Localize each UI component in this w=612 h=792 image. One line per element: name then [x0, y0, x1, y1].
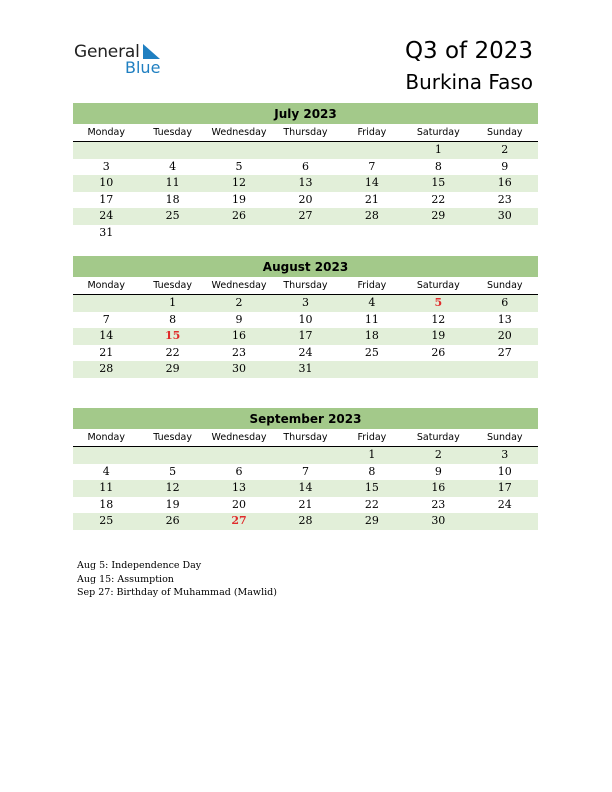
empty-day-cell	[272, 447, 338, 464]
day-cell: 7	[368, 159, 376, 173]
day-cell: 18	[99, 497, 114, 511]
weekday-label: Sunday	[486, 280, 523, 291]
day-cell: 15	[431, 176, 446, 189]
week-row	[73, 513, 538, 530]
week-row	[73, 480, 538, 497]
week-row	[73, 295, 538, 312]
empty-day-cell	[206, 447, 272, 464]
day-cell: 15	[364, 481, 379, 494]
week-row	[73, 497, 538, 514]
day-cell: 1	[434, 143, 442, 156]
day-cell: 28	[364, 209, 379, 222]
day-cell: 16	[497, 176, 512, 189]
day-cell: 12	[165, 481, 180, 494]
week-row	[73, 159, 538, 176]
day-cell: 26	[165, 514, 180, 527]
weekday-label: Saturday	[416, 127, 460, 138]
day-cell: 24	[99, 209, 114, 222]
day-cell: 27	[298, 209, 313, 222]
holiday-note: Aug 5: Independence Day	[77, 560, 202, 571]
day-cell: 1	[368, 448, 376, 461]
day-cell: 14	[364, 176, 379, 189]
day-cell: 8	[169, 312, 177, 326]
week-row	[73, 192, 538, 209]
weekday-label: Sunday	[486, 127, 523, 138]
day-cell: 3	[102, 159, 110, 173]
weekday-label: Saturday	[416, 432, 460, 443]
day-cell: 24	[497, 497, 512, 511]
day-cell: 12	[431, 312, 446, 326]
day-cell: 20	[298, 192, 313, 206]
empty-day-cell	[206, 142, 272, 159]
weekday-label: Monday	[87, 280, 125, 291]
day-cell: 22	[364, 497, 379, 511]
day-cell: 18	[165, 192, 180, 206]
day-cell: 22	[431, 192, 446, 206]
weekday-label: Tuesday	[153, 127, 192, 138]
day-cell: 2	[235, 296, 243, 309]
day-cell: 4	[368, 296, 376, 309]
day-cell: 4	[169, 159, 177, 173]
empty-day-cell	[272, 225, 338, 242]
empty-day-cell	[339, 361, 405, 378]
week-row	[73, 175, 538, 192]
month-calendar-july	[73, 103, 538, 241]
day-cell: 30	[497, 209, 512, 222]
month-calendar-august	[73, 256, 538, 378]
empty-day-cell	[472, 513, 538, 530]
day-cell: 22	[165, 345, 180, 359]
day-cell: 8	[434, 159, 442, 173]
day-cell: 7	[301, 464, 309, 478]
weekday-label: Monday	[87, 127, 125, 138]
day-cell: 6	[301, 159, 309, 173]
week-row	[73, 345, 538, 362]
holiday-day-cell: 27	[231, 514, 247, 527]
day-cell: 29	[165, 362, 180, 375]
day-cell: 25	[364, 345, 379, 359]
day-cell: 10	[99, 176, 114, 189]
weekday-label: Wednesday	[211, 127, 267, 138]
empty-day-cell	[339, 142, 405, 159]
day-cell: 23	[232, 345, 247, 359]
empty-day-cell	[405, 361, 471, 378]
day-cell: 21	[99, 345, 114, 359]
month-title: July 2023	[73, 103, 538, 124]
week-row	[73, 208, 538, 225]
week-row	[73, 464, 538, 481]
day-cell: 23	[497, 192, 512, 206]
weekday-label: Thursday	[283, 432, 328, 443]
day-cell: 17	[99, 192, 114, 206]
day-cell: 31	[99, 225, 114, 239]
day-cell: 29	[364, 514, 379, 527]
week-row	[73, 328, 538, 345]
empty-day-cell	[272, 142, 338, 159]
day-cell: 30	[232, 362, 247, 375]
day-cell: 6	[501, 296, 509, 309]
day-cell: 13	[298, 176, 313, 189]
day-cell: 5	[235, 159, 243, 173]
holiday-note: Sep 27: Birthday of Muhammad (Mawlid)	[77, 587, 277, 598]
day-cell: 20	[497, 329, 512, 342]
week-row	[73, 225, 538, 242]
day-cell: 31	[298, 362, 313, 375]
week-row	[73, 447, 538, 464]
country-name: Burkina Faso	[405, 70, 533, 94]
weekday-label: Tuesday	[153, 280, 192, 291]
holiday-day-cell: 15	[164, 329, 181, 342]
day-cell: 11	[99, 481, 114, 494]
day-cell: 9	[235, 312, 243, 326]
day-cell: 2	[501, 143, 509, 156]
day-cell: 16	[431, 481, 446, 494]
empty-day-cell	[472, 225, 538, 242]
day-cell: 10	[497, 464, 512, 478]
day-cell: 14	[298, 481, 313, 494]
weekday-label: Wednesday	[211, 280, 267, 291]
day-cell: 21	[364, 192, 379, 206]
weekday-header-row	[73, 279, 538, 295]
day-cell: 11	[165, 176, 180, 189]
day-cell: 16	[232, 329, 247, 342]
weekday-header-row	[73, 126, 538, 142]
day-cell: 21	[298, 497, 313, 511]
holiday-day-cell: 5	[434, 296, 443, 309]
day-cell: 23	[431, 497, 446, 511]
day-cell: 1	[169, 296, 177, 309]
weekday-label: Thursday	[283, 280, 328, 291]
day-cell: 6	[235, 464, 243, 478]
logo-general-text: General	[74, 42, 140, 62]
holiday-note: Aug 15: Assumption	[77, 573, 174, 585]
weekday-header-row	[73, 431, 538, 447]
day-cell: 5	[169, 464, 177, 478]
weekday-label: Monday	[87, 432, 125, 443]
day-cell: 11	[364, 312, 379, 326]
day-cell: 3	[501, 448, 509, 461]
day-cell: 19	[431, 329, 446, 342]
day-cell: 19	[165, 497, 180, 511]
day-cell: 3	[301, 296, 309, 309]
month-calendar-september	[73, 408, 538, 530]
day-cell: 27	[497, 345, 512, 359]
day-cell: 9	[434, 464, 442, 478]
day-cell: 2	[434, 448, 442, 461]
day-cell: 18	[364, 329, 379, 342]
day-cell: 10	[298, 312, 313, 326]
weekday-label: Tuesday	[153, 432, 192, 443]
page-title: Q3 of 2023	[404, 38, 533, 64]
weekday-label: Saturday	[416, 280, 460, 291]
general-blue-logo	[74, 42, 174, 78]
day-cell: 17	[497, 481, 512, 494]
month-title: September 2023	[73, 408, 538, 429]
weekday-label: Friday	[357, 127, 387, 138]
day-cell: 19	[232, 192, 247, 206]
holiday-notes	[77, 559, 277, 600]
day-cell: 7	[102, 312, 110, 326]
day-cell: 26	[431, 345, 446, 359]
empty-day-cell	[73, 447, 139, 464]
day-cell: 9	[501, 159, 509, 173]
weekday-label: Wednesday	[211, 432, 267, 443]
empty-day-cell	[73, 142, 139, 159]
day-cell: 29	[431, 209, 446, 222]
empty-day-cell	[139, 447, 205, 464]
week-row	[73, 142, 538, 159]
empty-day-cell	[405, 225, 471, 242]
logo-blue-text: Blue	[125, 58, 161, 77]
day-cell: 13	[232, 481, 247, 494]
weekday-label: Friday	[357, 280, 387, 291]
day-cell: 17	[298, 329, 313, 342]
day-cell: 8	[368, 464, 376, 478]
weekday-label: Thursday	[283, 127, 328, 138]
empty-day-cell	[73, 295, 139, 312]
weekday-label: Sunday	[486, 432, 523, 443]
day-cell: 26	[232, 209, 247, 222]
month-title: August 2023	[73, 256, 538, 277]
empty-day-cell	[472, 361, 538, 378]
day-cell: 14	[99, 329, 114, 342]
day-cell: 12	[232, 176, 247, 189]
empty-day-cell	[206, 225, 272, 242]
week-row	[73, 312, 538, 329]
day-cell: 25	[165, 209, 180, 222]
empty-day-cell	[339, 225, 405, 242]
empty-day-cell	[139, 225, 205, 242]
week-row	[73, 361, 538, 378]
day-cell: 13	[497, 312, 512, 326]
day-cell: 28	[99, 362, 114, 375]
day-cell: 4	[102, 464, 110, 478]
day-cell: 25	[99, 514, 114, 527]
empty-day-cell	[139, 142, 205, 159]
weekday-label: Friday	[357, 432, 387, 443]
day-cell: 20	[232, 497, 247, 511]
day-cell: 24	[298, 345, 313, 359]
day-cell: 30	[431, 514, 446, 527]
day-cell: 28	[298, 514, 313, 527]
